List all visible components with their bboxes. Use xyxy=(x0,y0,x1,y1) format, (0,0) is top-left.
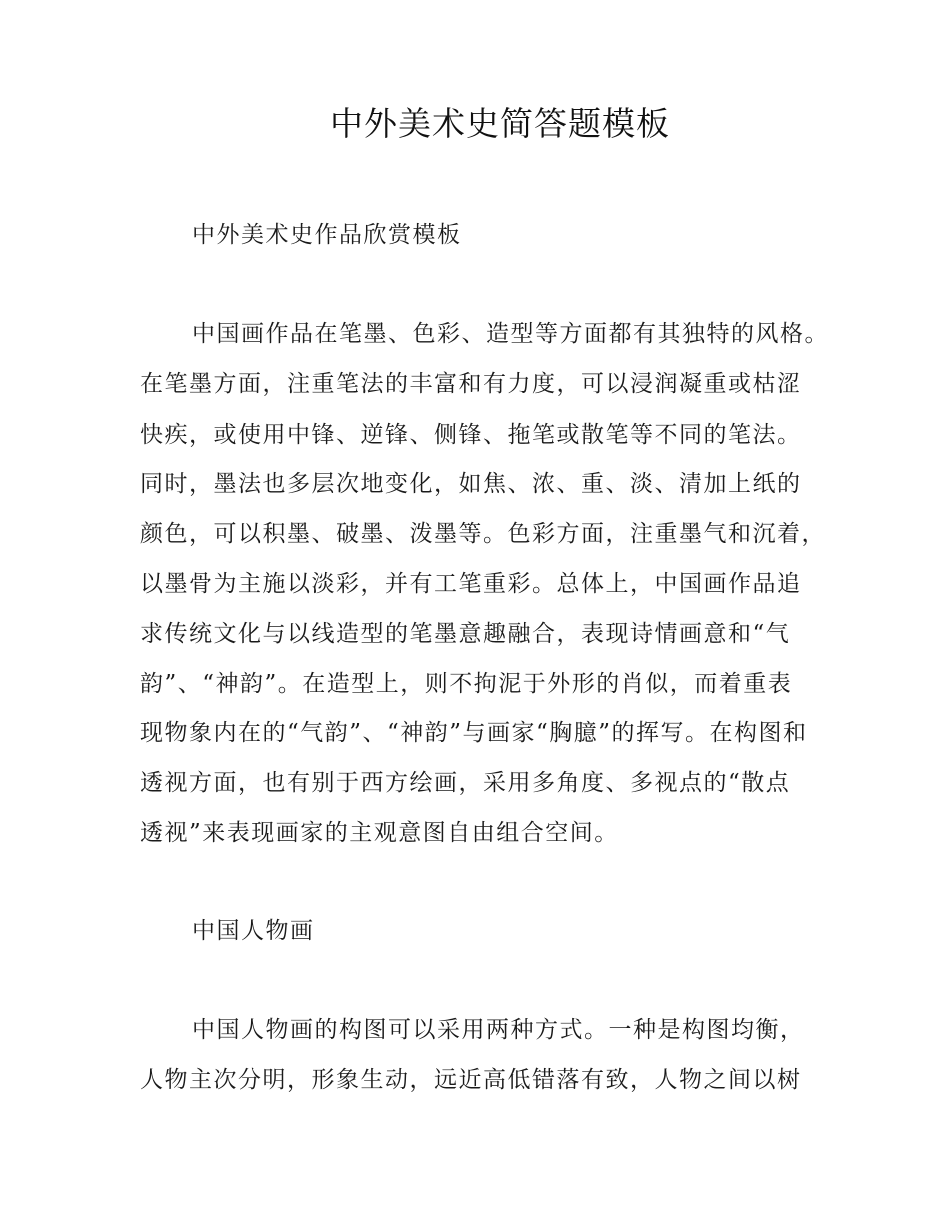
paragraph-line: 同时，墨法也多层次地变化，如焦、浓、重、淡、清加上纸的 xyxy=(140,471,802,497)
paragraph-line: 快疾，或使用中锋、逆锋、侧锋、拖笔或散笔等不同的笔法。 xyxy=(140,422,802,448)
paragraph-line: 求传统文化与以线造型的笔墨意趣融合，表现诗情画意和“气 xyxy=(140,621,791,647)
paragraph-line: 中国画作品在笔墨、色彩、造型等方面都有其独特的风格。 xyxy=(192,321,829,347)
paragraph-line: 韵”、“神韵”。在造型上，则不拘泥于外形的肖似，而着重表 xyxy=(140,671,793,697)
paragraph-line: 以墨骨为主施以淡彩，并有工笔重彩。总体上，中国画作品追 xyxy=(140,571,802,597)
section-heading-artwork-appreciation: 中外美术史作品欣赏模板 xyxy=(192,222,462,248)
paragraph-line: 现物象内在的“气韵”、“神韵”与画家“胸臆”的挥写。在构图和 xyxy=(140,720,808,746)
paragraph-line: 颜色，可以积墨、破墨、泼墨等。色彩方面，注重墨气和沉着， xyxy=(140,521,826,547)
paragraph-line: 透视”来表现画家的主观意图自由组合空间。 xyxy=(140,820,619,846)
section-heading-figure-painting: 中国人物画 xyxy=(192,918,315,944)
paragraph-line: 在笔墨方面，注重笔法的丰富和有力度，可以浸润凝重或枯涩 xyxy=(140,371,802,397)
document-title: 中外美术史简答题模板 xyxy=(330,104,670,143)
paragraph-line: 人物主次分明，形象生动，远近高低错落有致，人物之间以树 xyxy=(140,1067,802,1093)
paragraph-line: 中国人物画的构图可以采用两种方式。一种是构图均衡， xyxy=(192,1017,805,1043)
paragraph-line: 透视方面，也有别于西方绘画，采用多角度、多视点的“散点 xyxy=(140,770,791,796)
